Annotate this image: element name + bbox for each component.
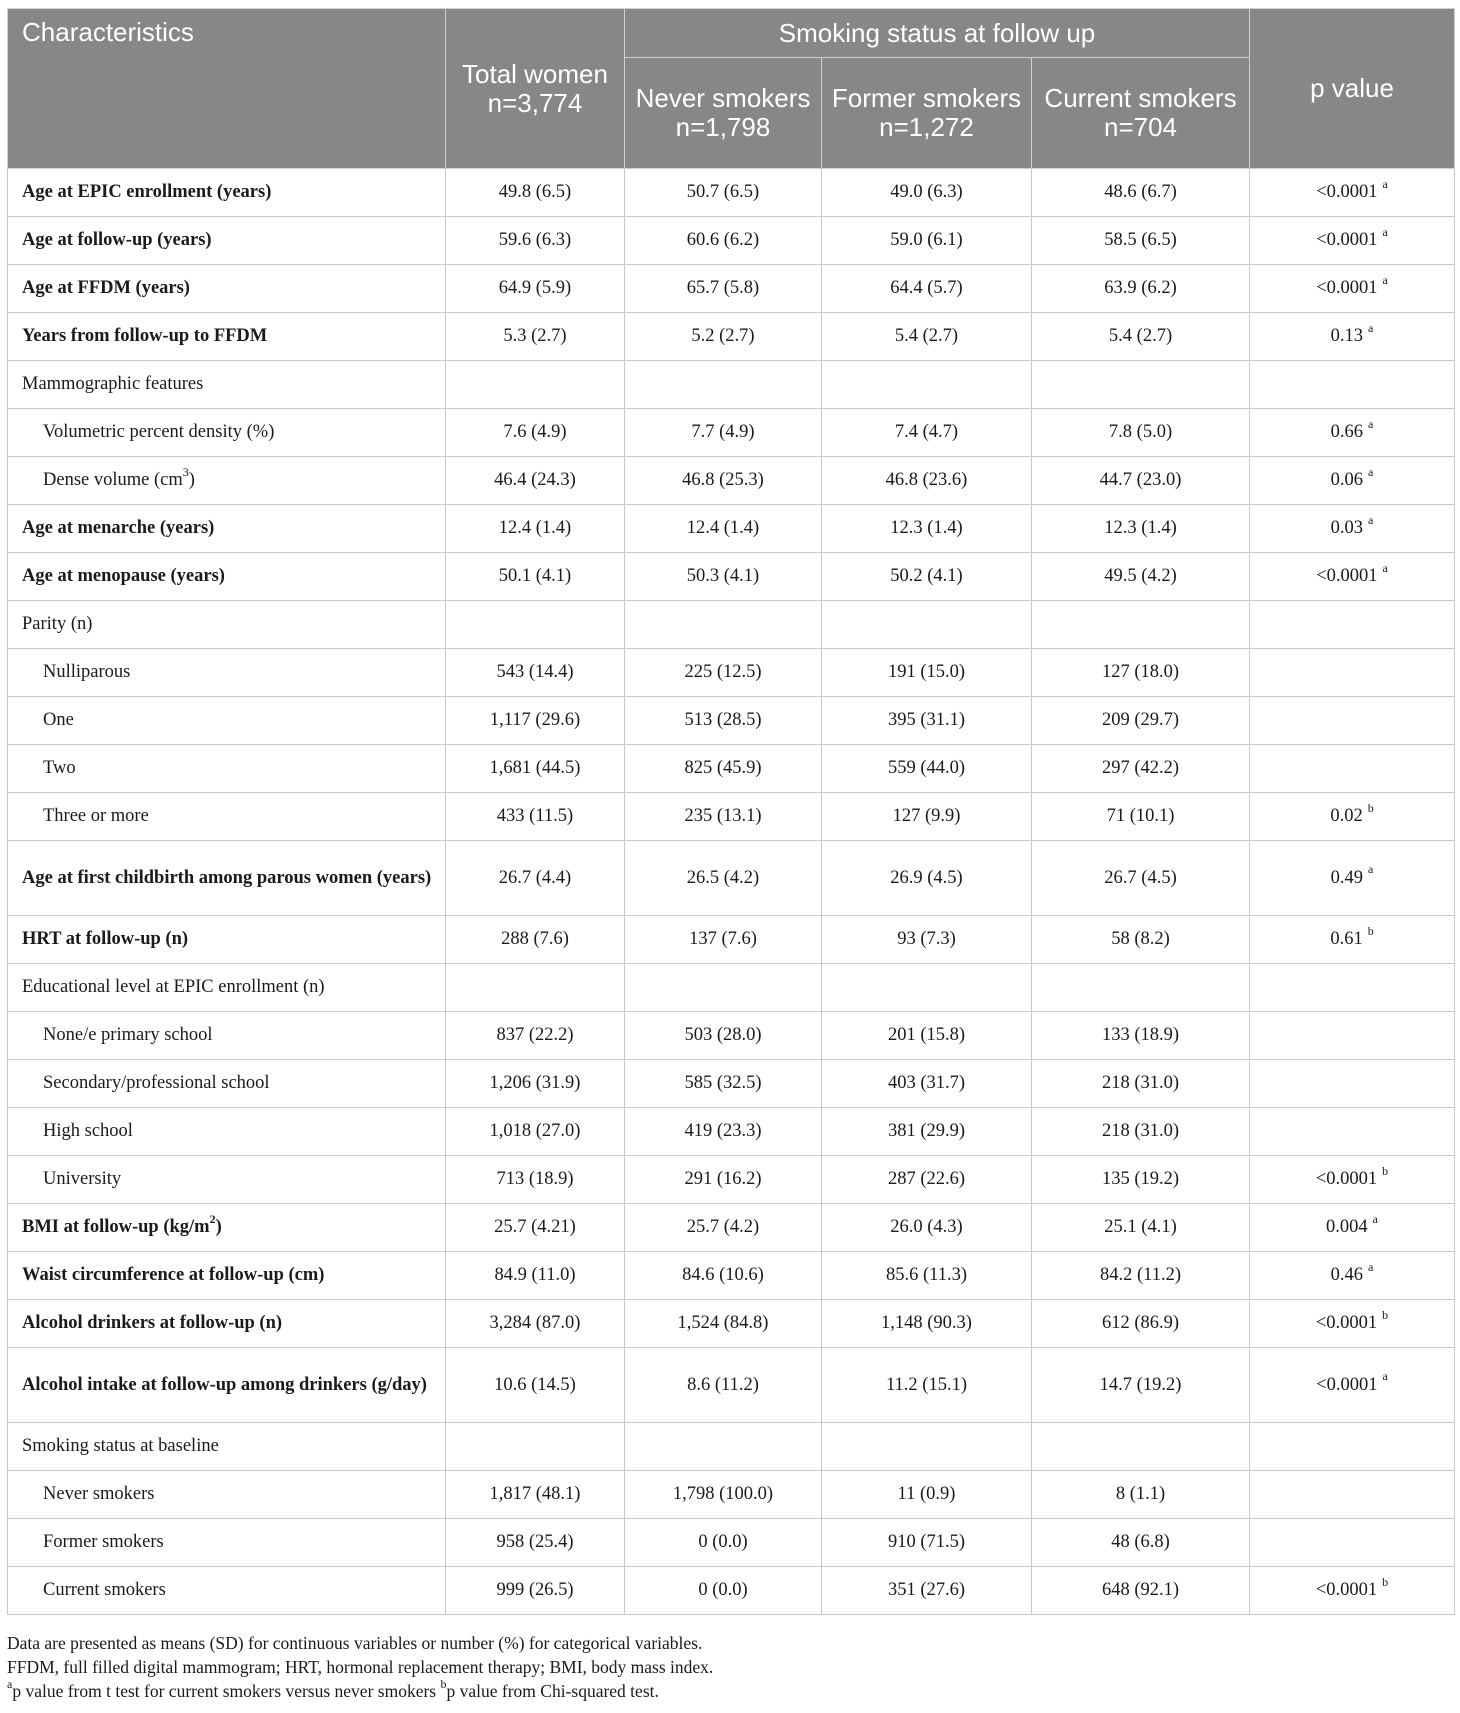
table-row [8, 1348, 1455, 1423]
cell-p-value [1250, 841, 1455, 916]
cell-total: 288 (7.6) [446, 916, 625, 964]
cell-p-value [1250, 1060, 1455, 1108]
cell-p-value [1250, 916, 1455, 964]
cell-never: 12.4 (1.4) [625, 505, 822, 553]
table-row [8, 217, 1455, 265]
footnote-line-3 [7, 1679, 1454, 1703]
cell-total: 50.1 (4.1) [446, 553, 625, 601]
row-label-text: Age at FFDM (years) [22, 278, 190, 298]
table-row [8, 649, 1455, 697]
cell-current: 48 (6.8) [1032, 1519, 1250, 1567]
header-total-women: Total women n=3,774 [446, 9, 625, 169]
p-value-text: <0.0001 [1316, 278, 1378, 298]
row-label-text: Age at menarche (years) [22, 518, 215, 538]
table-row [8, 553, 1455, 601]
row-label-text: Years from follow-up to FFDM [22, 326, 268, 346]
cell-former: 7.4 (4.7) [822, 409, 1032, 457]
row-label-superscript: 3 [182, 464, 189, 479]
cell-never: 225 (12.5) [625, 649, 822, 697]
cell-never [625, 964, 822, 1012]
cell-current: 135 (19.2) [1032, 1156, 1250, 1204]
cell-never: 5.2 (2.7) [625, 313, 822, 361]
cell-never: 60.6 (6.2) [625, 217, 822, 265]
row-label [8, 649, 446, 697]
p-value-footnote-marker: a [1368, 1259, 1374, 1274]
cell-current: 25.1 (4.1) [1032, 1204, 1250, 1252]
row-label-text: Three or more [43, 806, 149, 826]
row-label-text: Smoking status at baseline [22, 1436, 219, 1456]
cell-former: 287 (22.6) [822, 1156, 1032, 1204]
row-label [8, 1567, 446, 1615]
row-label [8, 1108, 446, 1156]
table-row [8, 1300, 1455, 1348]
cell-never: 50.3 (4.1) [625, 553, 822, 601]
table-row [8, 1423, 1455, 1471]
cell-total [446, 1423, 625, 1471]
p-value-text: <0.0001 [1316, 566, 1378, 586]
p-value-footnote-marker: a [1368, 416, 1374, 431]
cell-current [1032, 1423, 1250, 1471]
cell-former: 1,148 (90.3) [822, 1300, 1032, 1348]
cell-never: 25.7 (4.2) [625, 1204, 822, 1252]
row-label [8, 313, 446, 361]
row-label [8, 793, 446, 841]
cell-former: 201 (15.8) [822, 1012, 1032, 1060]
cell-total: 999 (26.5) [446, 1567, 625, 1615]
cell-p-value [1250, 553, 1455, 601]
cell-former: 11 (0.9) [822, 1471, 1032, 1519]
cell-former: 5.4 (2.7) [822, 313, 1032, 361]
cell-total: 958 (25.4) [446, 1519, 625, 1567]
row-label-text: Former smokers [43, 1532, 164, 1552]
cell-total: 1,018 (27.0) [446, 1108, 625, 1156]
footnote-line-1: Data are presented as means (SD) for continuous variables or number (%) for categorical variables. [7, 1633, 703, 1653]
table-row [8, 169, 1455, 217]
p-value-footnote-marker: a [1368, 320, 1374, 335]
row-label [8, 169, 446, 217]
cell-total: 84.9 (11.0) [446, 1252, 625, 1300]
row-label-text: Age at EPIC enrollment (years) [22, 182, 272, 202]
p-value-footnote-marker: a [1382, 176, 1388, 191]
p-value-footnote-marker: a [1368, 512, 1374, 527]
cell-former: 910 (71.5) [822, 1519, 1032, 1567]
row-label-text: Educational level at EPIC enrollment (n) [22, 977, 325, 997]
cell-total: 3,284 (87.0) [446, 1300, 625, 1348]
cell-p-value [1250, 457, 1455, 505]
table-row [8, 1060, 1455, 1108]
footnote-text-b: p value from Chi-squared test. [446, 1681, 659, 1701]
table-row [8, 1108, 1455, 1156]
row-label [8, 1348, 446, 1423]
cell-former [822, 1423, 1032, 1471]
p-value-footnote-marker: a [1382, 224, 1388, 239]
table-row [8, 964, 1455, 1012]
cell-former: 49.0 (6.3) [822, 169, 1032, 217]
row-label-superscript: 2 [209, 1211, 216, 1226]
table-row [8, 1204, 1455, 1252]
cell-never [625, 1423, 822, 1471]
row-label [8, 1519, 446, 1567]
cell-current: 133 (18.9) [1032, 1012, 1250, 1060]
cell-total: 1,681 (44.5) [446, 745, 625, 793]
p-value-text: 0.03 [1330, 518, 1364, 538]
p-value-footnote-marker: a [1368, 464, 1374, 479]
cell-never: 8.6 (11.2) [625, 1348, 822, 1423]
table-row [8, 1252, 1455, 1300]
p-value-text: 0.66 [1330, 422, 1364, 442]
cell-total: 837 (22.2) [446, 1012, 625, 1060]
cell-p-value [1250, 409, 1455, 457]
cell-current: 58.5 (6.5) [1032, 217, 1250, 265]
cell-former: 26.0 (4.3) [822, 1204, 1032, 1252]
p-value-text: 0.004 [1326, 1217, 1368, 1237]
row-label-text: Age at follow-up (years) [22, 230, 212, 250]
row-label-text: Secondary/professional school [43, 1073, 270, 1093]
row-label-text: Mammographic features [22, 374, 204, 394]
row-label [8, 1423, 446, 1471]
cell-total: 25.7 (4.21) [446, 1204, 625, 1252]
cell-total: 1,206 (31.9) [446, 1060, 625, 1108]
cell-never: 1,798 (100.0) [625, 1471, 822, 1519]
cell-total: 49.8 (6.5) [446, 169, 625, 217]
cell-current: 297 (42.2) [1032, 745, 1250, 793]
table-body [8, 169, 1455, 1615]
cell-never: 65.7 (5.8) [625, 265, 822, 313]
row-label-text: Volumetric percent density (%) [43, 422, 275, 442]
cell-never: 235 (13.1) [625, 793, 822, 841]
cell-p-value [1250, 1012, 1455, 1060]
cell-never: 46.8 (25.3) [625, 457, 822, 505]
cell-total: 713 (18.9) [446, 1156, 625, 1204]
row-label-text: Current smokers [43, 1580, 166, 1600]
cell-current: 648 (92.1) [1032, 1567, 1250, 1615]
cell-total: 543 (14.4) [446, 649, 625, 697]
row-label-text: Dense volume (cm [43, 470, 183, 490]
table-row [8, 793, 1455, 841]
cell-never: 419 (23.3) [625, 1108, 822, 1156]
row-label-suffix: ) [215, 1217, 222, 1237]
table-row [8, 1519, 1455, 1567]
cell-total [446, 601, 625, 649]
row-label [8, 553, 446, 601]
cell-former: 93 (7.3) [822, 916, 1032, 964]
cell-former: 11.2 (15.1) [822, 1348, 1032, 1423]
row-label [8, 361, 446, 409]
p-value-text: 0.06 [1330, 470, 1364, 490]
p-value-text: <0.0001 [1316, 230, 1378, 250]
cell-p-value [1250, 1519, 1455, 1567]
cell-never: 0 (0.0) [625, 1519, 822, 1567]
cell-never: 291 (16.2) [625, 1156, 822, 1204]
cell-former: 59.0 (6.1) [822, 217, 1032, 265]
cell-current [1032, 964, 1250, 1012]
header-former-smokers: Former smokers n=1,272 [822, 58, 1032, 169]
header-characteristics: Characteristics [8, 9, 446, 169]
row-label [8, 841, 446, 916]
cell-current: 26.7 (4.5) [1032, 841, 1250, 916]
cell-former: 12.3 (1.4) [822, 505, 1032, 553]
cell-p-value [1250, 217, 1455, 265]
row-label-text: Age at menopause (years) [22, 566, 225, 586]
p-value-footnote-marker: a [1382, 560, 1388, 575]
row-label-text: Waist circumference at follow-up (cm) [22, 1265, 325, 1285]
table-row [8, 313, 1455, 361]
cell-p-value [1250, 1348, 1455, 1423]
cell-current: 12.3 (1.4) [1032, 505, 1250, 553]
cell-total: 7.6 (4.9) [446, 409, 625, 457]
footnote-text-a: p value from t test for current smokers versus never smokers [12, 1681, 441, 1701]
cell-p-value [1250, 505, 1455, 553]
cell-never: 513 (28.5) [625, 697, 822, 745]
row-label-text: Age at first childbirth among parous women (years) [22, 867, 432, 888]
cell-former [822, 964, 1032, 1012]
cell-p-value [1250, 1471, 1455, 1519]
p-value-text: 0.61 [1330, 929, 1363, 949]
cell-current: 84.2 (11.2) [1032, 1252, 1250, 1300]
cell-total: 433 (11.5) [446, 793, 625, 841]
p-value-text: 0.49 [1330, 867, 1364, 888]
cell-p-value [1250, 1108, 1455, 1156]
cell-current: 8 (1.1) [1032, 1471, 1250, 1519]
cell-current: 44.7 (23.0) [1032, 457, 1250, 505]
cell-total: 10.6 (14.5) [446, 1348, 625, 1423]
cell-total: 26.7 (4.4) [446, 841, 625, 916]
footnote-sup-b: b [440, 1677, 447, 1692]
p-value-footnote-marker: a [1382, 272, 1388, 287]
cell-p-value [1250, 1204, 1455, 1252]
row-label-text: BMI at follow-up (kg/m [22, 1217, 210, 1237]
row-label [8, 1060, 446, 1108]
header-p-value: p value [1250, 9, 1455, 169]
header-smoking-status-group: Smoking status at follow up [625, 9, 1250, 58]
table-row [8, 745, 1455, 793]
cell-former: 26.9 (4.5) [822, 841, 1032, 916]
header-never-smokers: Never smokers n=1,798 [625, 58, 822, 169]
p-value-text: <0.0001 [1315, 1313, 1378, 1333]
cell-current [1032, 601, 1250, 649]
p-value-text: <0.0001 [1315, 1580, 1378, 1600]
cell-current [1032, 361, 1250, 409]
cell-total: 12.4 (1.4) [446, 505, 625, 553]
footnote-sup-a: a [7, 1677, 13, 1692]
table-row [8, 601, 1455, 649]
row-label-text: Two [43, 758, 76, 778]
p-value-footnote-marker: a [1382, 1369, 1388, 1384]
cell-p-value [1250, 1567, 1455, 1615]
cell-never [625, 601, 822, 649]
cell-current: 71 (10.1) [1032, 793, 1250, 841]
cell-p-value [1250, 964, 1455, 1012]
row-label [8, 1252, 446, 1300]
table-row [8, 361, 1455, 409]
cell-current: 612 (86.9) [1032, 1300, 1250, 1348]
cell-current: 63.9 (6.2) [1032, 265, 1250, 313]
cell-current: 5.4 (2.7) [1032, 313, 1250, 361]
table-footnotes [7, 1631, 1454, 1703]
table-row [8, 916, 1455, 964]
cell-p-value [1250, 1156, 1455, 1204]
row-label [8, 217, 446, 265]
cell-never: 137 (7.6) [625, 916, 822, 964]
p-value-text: <0.0001 [1316, 182, 1378, 202]
table-row [8, 1012, 1455, 1060]
cell-p-value [1250, 265, 1455, 313]
cell-total: 5.3 (2.7) [446, 313, 625, 361]
p-value-footnote-marker: b [1382, 1574, 1389, 1589]
row-label [8, 964, 446, 1012]
table-row [8, 457, 1455, 505]
cell-former: 351 (27.6) [822, 1567, 1032, 1615]
table-row [8, 1567, 1455, 1615]
table-header [8, 9, 1455, 169]
cell-never: 7.7 (4.9) [625, 409, 822, 457]
p-value-text: 0.13 [1330, 326, 1364, 346]
cell-former: 191 (15.0) [822, 649, 1032, 697]
row-label-text: HRT at follow-up (n) [22, 929, 189, 949]
characteristics-table [7, 8, 1455, 1615]
row-label [8, 697, 446, 745]
cell-never: 1,524 (84.8) [625, 1300, 822, 1348]
row-label-text: Never smokers [43, 1484, 155, 1504]
row-label [8, 505, 446, 553]
header-current-smokers: Current smokers n=704 [1032, 58, 1250, 169]
row-label-text: Nulliparous [43, 662, 131, 682]
p-value-footnote-marker: b [1367, 800, 1374, 815]
cell-former: 64.4 (5.7) [822, 265, 1032, 313]
cell-never: 50.7 (6.5) [625, 169, 822, 217]
cell-total: 46.4 (24.3) [446, 457, 625, 505]
row-label-text: None/e primary school [43, 1025, 213, 1045]
cell-current: 58 (8.2) [1032, 916, 1250, 964]
cell-current: 48.6 (6.7) [1032, 169, 1250, 217]
p-value-text: 0.02 [1330, 806, 1363, 826]
cell-current: 218 (31.0) [1032, 1108, 1250, 1156]
cell-p-value [1250, 1252, 1455, 1300]
footnote-line-2: FFDM, full filled digital mammogram; HRT, hormonal replacement therapy; BMI, body mass index. [7, 1657, 714, 1677]
p-value-footnote-marker: a [1372, 1211, 1378, 1226]
cell-former: 46.8 (23.6) [822, 457, 1032, 505]
row-label [8, 916, 446, 964]
cell-current: 127 (18.0) [1032, 649, 1250, 697]
row-label [8, 265, 446, 313]
row-label [8, 1156, 446, 1204]
table-row [8, 697, 1455, 745]
cell-current: 218 (31.0) [1032, 1060, 1250, 1108]
cell-former: 559 (44.0) [822, 745, 1032, 793]
cell-p-value [1250, 601, 1455, 649]
row-label-text: High school [43, 1121, 133, 1141]
cell-p-value [1250, 1423, 1455, 1471]
cell-former [822, 601, 1032, 649]
row-label [8, 1012, 446, 1060]
row-label [8, 745, 446, 793]
p-value-text: 0.46 [1330, 1265, 1364, 1285]
p-value-text: <0.0001 [1315, 1169, 1378, 1189]
cell-former: 381 (29.9) [822, 1108, 1032, 1156]
cell-total: 1,117 (29.6) [446, 697, 625, 745]
cell-total: 1,817 (48.1) [446, 1471, 625, 1519]
cell-former: 395 (31.1) [822, 697, 1032, 745]
cell-never: 84.6 (10.6) [625, 1252, 822, 1300]
cell-former: 403 (31.7) [822, 1060, 1032, 1108]
cell-p-value [1250, 649, 1455, 697]
characteristics-table-container [7, 8, 1454, 1615]
cell-never: 825 (45.9) [625, 745, 822, 793]
row-label [8, 1471, 446, 1519]
table-row [8, 505, 1455, 553]
cell-never: 503 (28.0) [625, 1012, 822, 1060]
cell-p-value [1250, 313, 1455, 361]
row-label-text: Alcohol drinkers at follow-up (n) [22, 1313, 283, 1333]
cell-p-value [1250, 793, 1455, 841]
row-label-suffix: ) [188, 470, 195, 490]
cell-former: 127 (9.9) [822, 793, 1032, 841]
cell-p-value [1250, 361, 1455, 409]
cell-former [822, 361, 1032, 409]
row-label-text: University [43, 1169, 122, 1189]
table-row [8, 409, 1455, 457]
row-label-text: Alcohol intake at follow-up among drinkers (g/day) [22, 1374, 427, 1395]
p-value-text: <0.0001 [1316, 1374, 1378, 1395]
row-label-text: One [43, 710, 74, 730]
cell-former: 50.2 (4.1) [822, 553, 1032, 601]
cell-current: 14.7 (19.2) [1032, 1348, 1250, 1423]
table-row [8, 265, 1455, 313]
row-label [8, 409, 446, 457]
p-value-footnote-marker: b [1367, 923, 1374, 938]
cell-never: 585 (32.5) [625, 1060, 822, 1108]
row-label [8, 1300, 446, 1348]
row-label [8, 457, 446, 505]
cell-total [446, 964, 625, 1012]
table-row [8, 1156, 1455, 1204]
row-label [8, 1204, 446, 1252]
cell-current: 49.5 (4.2) [1032, 553, 1250, 601]
table-row [8, 1471, 1455, 1519]
cell-never [625, 361, 822, 409]
cell-current: 7.8 (5.0) [1032, 409, 1250, 457]
cell-p-value [1250, 745, 1455, 793]
p-value-footnote-marker: b [1382, 1163, 1389, 1178]
cell-total: 59.6 (6.3) [446, 217, 625, 265]
cell-total [446, 361, 625, 409]
cell-total: 64.9 (5.9) [446, 265, 625, 313]
cell-never: 26.5 (4.2) [625, 841, 822, 916]
cell-p-value [1250, 697, 1455, 745]
cell-never: 0 (0.0) [625, 1567, 822, 1615]
row-label [8, 601, 446, 649]
p-value-footnote-marker: b [1382, 1307, 1389, 1322]
table-row [8, 841, 1455, 916]
cell-p-value [1250, 169, 1455, 217]
cell-p-value [1250, 1300, 1455, 1348]
cell-current: 209 (29.7) [1032, 697, 1250, 745]
cell-former: 85.6 (11.3) [822, 1252, 1032, 1300]
p-value-footnote-marker: a [1368, 862, 1374, 877]
row-label-text: Parity (n) [22, 614, 93, 634]
